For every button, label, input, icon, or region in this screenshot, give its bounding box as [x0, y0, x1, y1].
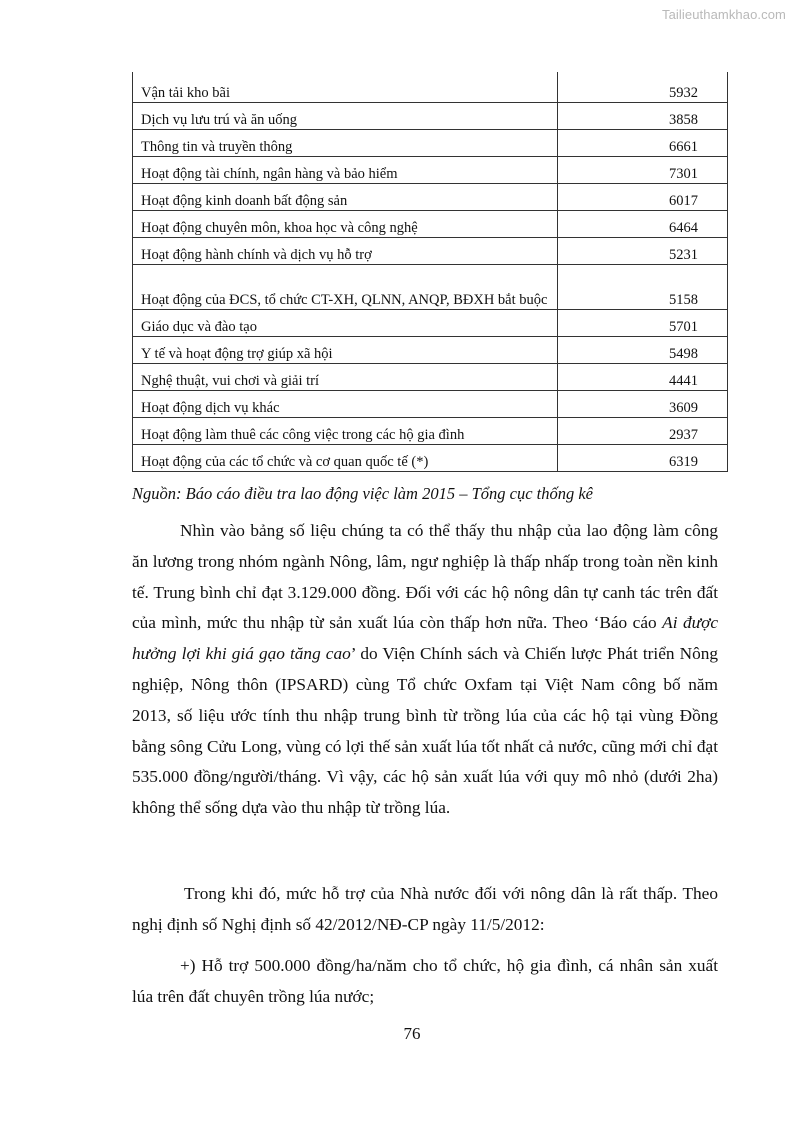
table-cell-label: Hoạt động của các tổ chức và cơ quan quốc tế (*) [133, 444, 558, 471]
table-row [133, 237, 728, 264]
paragraph-support-item [132, 951, 718, 1013]
table-row [133, 336, 728, 363]
report-title: Ai được hưởng lợi khi giá gạo tăng cao [132, 613, 719, 664]
table-cell-label: Dịch vụ lưu trú và ăn uống [133, 102, 558, 129]
table-cell-value: 6661 [558, 129, 728, 156]
table-cell-value: 2937 [558, 417, 728, 444]
table-row [133, 309, 728, 336]
table-cell-value: 4441 [558, 363, 728, 390]
paragraph-income-analysis [132, 516, 718, 824]
table-cell-label: Hoạt động của ĐCS, tổ chức CT-XH, QLNN, ANQP, BĐXH bắt buộc [133, 264, 558, 309]
table-row [133, 129, 728, 156]
table-cell-value: 6319 [558, 444, 728, 471]
table-cell-label: Y tế và hoạt động trợ giúp xã hội [133, 336, 558, 363]
table-cell-value: 5158 [558, 264, 728, 309]
table-cell-label: Hoạt động làm thuê các công việc trong các hộ gia đình [133, 417, 558, 444]
table-cell-value: 5498 [558, 336, 728, 363]
table-cell-value: 6017 [558, 183, 728, 210]
paragraph-text: Nhìn vào bảng số liệu chúng ta có thể thấy thu nhập của lao động làm công ăn lương trong nhóm ngành Nông, lâm, ngư nghiệp là thấp nhấp trong toàn nền kinh tế. Trung bình chỉ đạt 3.129.000 đồng. Đối với các hộ nông dân tự canh tác trên đất của mình, mức thu nhập từ sản xuất lúa còn thấp hơn nữa. Theo ‘Báo cáo [132, 521, 718, 633]
table-cell-value: 5932 [558, 72, 728, 102]
page-number: 76 [403, 1024, 421, 1043]
table-cell-label: Hoạt động tài chính, ngân hàng và bảo hiểm [133, 156, 558, 183]
table-cell-value: 5701 [558, 309, 728, 336]
table-row [133, 417, 728, 444]
table-row [133, 102, 728, 129]
table-row [133, 363, 728, 390]
paragraph-text: ’ do Viện Chính sách và Chiến lược Phát triển Nông nghiệp, Nông thôn (IPSARD) cùng Tổ chức Oxfam tại Việt Nam công bố năm 2013, số liệu ước tính thu nhập trung bình từ trồng lúa của các hộ tại vùng Đồng bằng sông Cửu Long, vùng có lợi thế sản xuất lúa tốt nhất cả nước, cũng mới chỉ đạt 535.000 đồng/người/tháng. Vì vậy, các hộ sản xuất lúa với quy mô nhỏ (dưới 2ha) không thể sống dựa vào thu nhập từ trồng lúa. [132, 644, 718, 818]
table-row [133, 264, 728, 309]
table-row [133, 210, 728, 237]
table-row [133, 444, 728, 471]
table-cell-value: 6464 [558, 210, 728, 237]
table-cell-label: Thông tin và truyền thông [133, 129, 558, 156]
table-row [133, 183, 728, 210]
table-cell-label: Hoạt động dịch vụ khác [133, 390, 558, 417]
table-row [133, 72, 728, 102]
table-row [133, 390, 728, 417]
income-table [132, 72, 728, 472]
table-cell-label: Hoạt động chuyên môn, khoa học và công nghệ [133, 210, 558, 237]
table-cell-label: Nghệ thuật, vui chơi và giải trí [133, 363, 558, 390]
watermark: Tailieuthamkhao.com [661, 7, 786, 22]
table-cell-label: Vận tải kho bãi [133, 72, 558, 102]
table-cell-value: 5231 [558, 237, 728, 264]
table-cell-value: 3609 [558, 390, 728, 417]
table-cell-value: 7301 [558, 156, 728, 183]
paragraph-text: +) Hỗ trợ 500.000 đồng/ha/năm cho tổ chức, hộ gia đình, cá nhân sản xuất lúa trên đất chuyên trồng lúa nước; [132, 956, 718, 1006]
table-cell-label: Hoạt động hành chính và dịch vụ hỗ trợ [133, 237, 558, 264]
table-source-note: Nguồn: Báo cáo điều tra lao động việc làm 2015 – Tổng cục thống kê [132, 484, 594, 503]
table-cell-value: 3858 [558, 102, 728, 129]
table-cell-label: Giáo dục và đào tạo [133, 309, 558, 336]
table-cell-label: Hoạt động kinh doanh bất động sản [133, 183, 558, 210]
paragraph-state-support [132, 879, 718, 941]
paragraph-text: Trong khi đó, mức hỗ trợ của Nhà nước đối với nông dân là rất thấp. Theo nghị định số Nghị định số 42/2012/NĐ-CP ngày 11/5/2012: [132, 884, 718, 934]
table-row [133, 156, 728, 183]
